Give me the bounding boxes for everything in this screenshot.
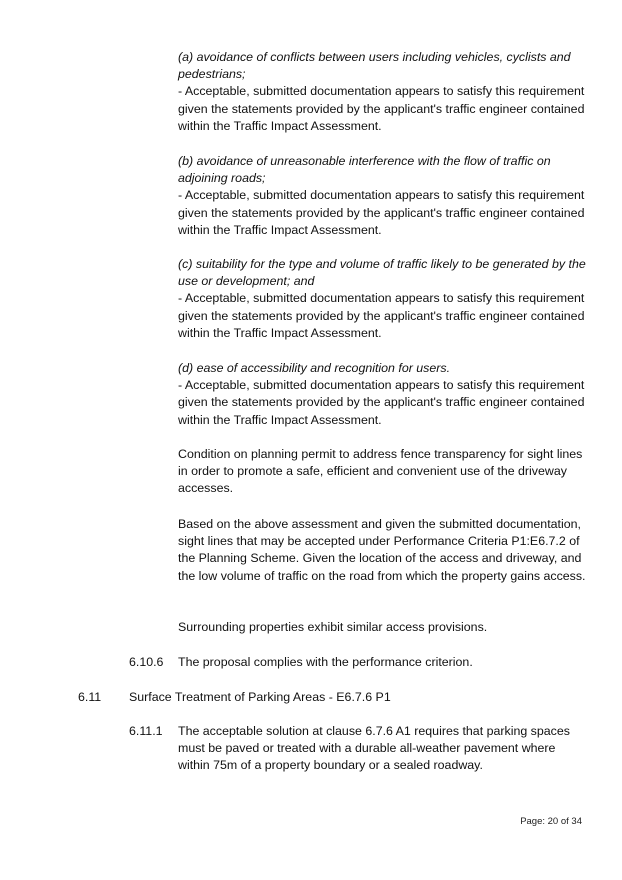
criterion-c-text: (c) suitability for the type and volume of traffic likely to be generated by the use or development; and xyxy=(178,257,586,289)
condition-paragraph xyxy=(178,446,588,498)
condition-paragraph-text: Condition on planning permit to address fence transparency for sight lines in order to promote a safe, efficient and convenient use of the driveway accesses. xyxy=(178,447,583,496)
page-number-footer: Page: 20 of 34 xyxy=(520,816,582,827)
criterion-b-response: - Acceptable, submitted documentation appears to satisfy this requirement given the statements provided by the applicant's traffic engineer contained within the Traffic Impact Assessment. xyxy=(178,188,585,237)
criterion-a-text: (a) avoidance of conflicts between users including vehicles, cyclists and pedestrians; xyxy=(178,50,571,82)
criterion-d-block xyxy=(178,360,588,429)
criterion-c-block xyxy=(178,256,588,342)
clause-6-11-1 xyxy=(178,723,588,775)
clause-6-10-6 xyxy=(178,654,588,671)
clause-6-10-6-number: 6.10.6 xyxy=(129,655,164,669)
criterion-b-block xyxy=(178,153,588,239)
assessment-paragraph-text: Based on the above assessment and given the submitted documentation, sight lines that may be accepted under Performance Criteria P1:E6.7.2 of the Planning Scheme. Given the location of the access and driveway, and the low volume of traffic on the road from which the property gains access. xyxy=(178,517,586,583)
criterion-b-text: (b) avoidance of unreasonable interference with the flow of traffic on adjoining roads; xyxy=(178,154,551,186)
clause-6-11-1-number: 6.11.1 xyxy=(129,724,163,738)
criterion-d-response: - Acceptable, submitted documentation appears to satisfy this requirement given the statements provided by the applicant's traffic engineer contained within the Traffic Impact Assessment. xyxy=(178,378,585,427)
surrounding-paragraph xyxy=(178,619,588,636)
clause-6-11-1-text: The acceptable solution at clause 6.7.6 A1 requires that parking spaces must be paved or treated with a durable all-weather pavement where within 75m of a property boundary or a sealed roadway. xyxy=(178,724,570,773)
criterion-a-response: - Acceptable, submitted documentation appears to satisfy this requirement given the statements provided by the applicant's traffic engineer contained within the Traffic Impact Assessment. xyxy=(178,84,585,133)
criterion-a-block xyxy=(178,49,588,135)
clause-6-10-6-text: The proposal complies with the performance criterion. xyxy=(178,655,473,669)
criterion-d-text: (d) ease of accessibility and recognition for users. xyxy=(178,361,451,375)
section-6-11-number: 6.11 xyxy=(78,690,102,704)
section-6-11-title: Surface Treatment of Parking Areas - E6.7.6 P1 xyxy=(129,690,391,704)
assessment-paragraph xyxy=(178,516,588,585)
surrounding-paragraph-text: Surrounding properties exhibit similar access provisions. xyxy=(178,620,488,634)
criterion-c-response: - Acceptable, submitted documentation appears to satisfy this requirement given the statements provided by the applicant's traffic engineer contained within the Traffic Impact Assessment. xyxy=(178,291,585,340)
